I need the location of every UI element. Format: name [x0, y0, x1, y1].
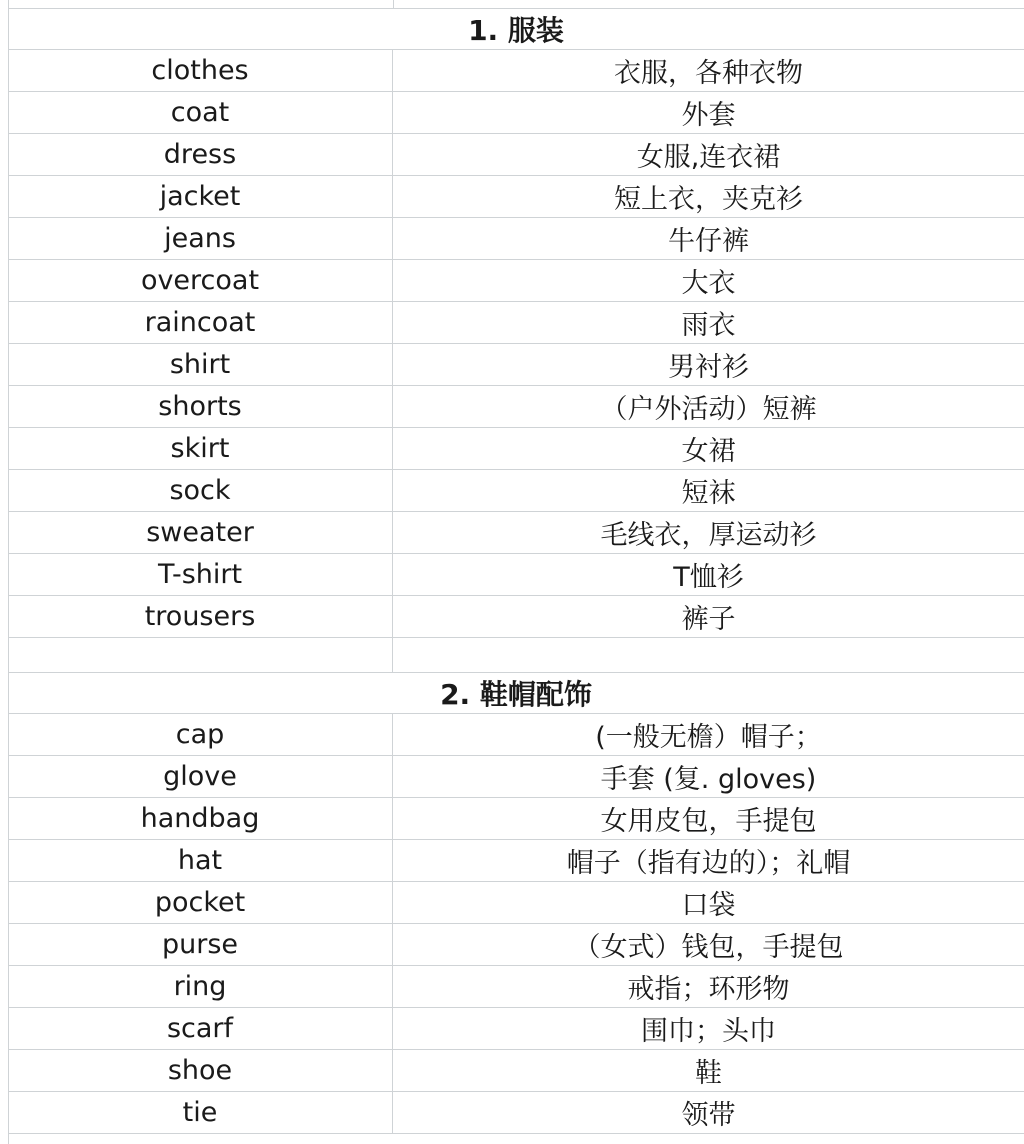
table-row[interactable]: [8, 596, 1024, 638]
table-row[interactable]: [8, 1008, 1024, 1050]
table-row[interactable]: [8, 554, 1024, 596]
english-word[interactable]: sock: [8, 470, 393, 511]
chinese-meaning[interactable]: （女式）钱包，手提包: [573, 932, 844, 963]
chinese-meaning[interactable]: 鞋: [695, 1058, 722, 1089]
chinese-meaning[interactable]: 短上衣，夹克衫: [614, 184, 803, 215]
empty-cell[interactable]: [8, 638, 393, 672]
chinese-meaning[interactable]: 领带: [681, 1100, 736, 1131]
chinese-meaning[interactable]: 衣服，各种衣物: [614, 58, 803, 89]
english-word[interactable]: shorts: [8, 386, 393, 427]
column-divider: [393, 0, 394, 8]
chinese-meaning[interactable]: 外套: [681, 100, 736, 131]
english-word[interactable]: jacket: [8, 176, 393, 217]
english-word[interactable]: jeans: [8, 218, 393, 259]
chinese-meaning[interactable]: 毛线衣，厚运动衫: [600, 520, 817, 551]
chinese-meaning[interactable]: 手套 (复. gloves): [600, 764, 817, 795]
top-row-strip: [8, 0, 1024, 9]
chinese-meaning[interactable]: 大衣: [681, 268, 736, 299]
english-word[interactable]: glove: [8, 756, 393, 797]
chinese-meaning[interactable]: 雨衣: [681, 310, 736, 341]
english-word[interactable]: trousers: [8, 596, 393, 637]
table-row[interactable]: [8, 50, 1024, 92]
chinese-meaning[interactable]: 帽子（指有边的）；礼帽: [566, 848, 851, 879]
english-word[interactable]: shoe: [8, 1050, 393, 1091]
chinese-meaning[interactable]: 口袋: [681, 890, 736, 921]
chinese-meaning[interactable]: 围巾；头巾: [641, 1016, 776, 1047]
section-title[interactable]: 2. 鞋帽配饰: [8, 673, 1024, 714]
empty-cell[interactable]: [393, 638, 1024, 672]
table-row[interactable]: [8, 470, 1024, 512]
chinese-meaning[interactable]: 裤子: [681, 604, 736, 635]
table-row[interactable]: [8, 344, 1024, 386]
chinese-meaning[interactable]: 女服,连衣裙: [636, 142, 781, 173]
chinese-meaning[interactable]: 男衬衫: [668, 352, 749, 383]
table-row[interactable]: [8, 302, 1024, 344]
table-row[interactable]: [8, 260, 1024, 302]
vocabulary-table: [8, 9, 1024, 1134]
table-row[interactable]: [8, 714, 1024, 756]
table-row[interactable]: [8, 386, 1024, 428]
chinese-meaning[interactable]: T恤衫: [673, 562, 744, 593]
table-row[interactable]: [8, 134, 1024, 176]
table-row[interactable]: [8, 966, 1024, 1008]
table-row[interactable]: [8, 882, 1024, 924]
english-word[interactable]: dress: [8, 134, 393, 175]
english-word[interactable]: overcoat: [8, 260, 393, 301]
table-row[interactable]: [8, 756, 1024, 798]
english-word[interactable]: cap: [8, 714, 393, 755]
chinese-meaning[interactable]: 短袜: [681, 478, 736, 509]
table-row[interactable]: [8, 798, 1024, 840]
table-row[interactable]: [8, 924, 1024, 966]
english-word[interactable]: shirt: [8, 344, 393, 385]
english-word[interactable]: handbag: [8, 798, 393, 839]
chinese-meaning[interactable]: 女用皮包，手提包: [600, 806, 817, 837]
chinese-meaning[interactable]: (一般无檐）帽子；: [595, 722, 822, 753]
english-word[interactable]: sweater: [8, 512, 393, 553]
english-word[interactable]: ring: [8, 966, 393, 1007]
english-word[interactable]: purse: [8, 924, 393, 965]
chinese-meaning[interactable]: 牛仔裤: [668, 226, 749, 257]
english-word[interactable]: coat: [8, 92, 393, 133]
english-word[interactable]: skirt: [8, 428, 393, 469]
table-row[interactable]: [8, 512, 1024, 554]
table-row[interactable]: [8, 840, 1024, 882]
empty-row[interactable]: [8, 638, 1024, 673]
table-row[interactable]: [8, 218, 1024, 260]
english-word[interactable]: raincoat: [8, 302, 393, 343]
english-word[interactable]: clothes: [8, 50, 393, 91]
table-row[interactable]: [8, 428, 1024, 470]
english-word[interactable]: tie: [8, 1092, 393, 1133]
english-word[interactable]: pocket: [8, 882, 393, 923]
chinese-meaning[interactable]: 女裙: [681, 436, 736, 467]
section-title[interactable]: 1. 服装: [8, 9, 1024, 50]
chinese-meaning[interactable]: 戒指；环形物: [627, 974, 790, 1005]
table-row[interactable]: [8, 1050, 1024, 1092]
table-row[interactable]: [8, 1092, 1024, 1134]
table-row[interactable]: [8, 176, 1024, 218]
chinese-meaning[interactable]: （户外活动）短裤: [600, 394, 817, 425]
english-word[interactable]: hat: [8, 840, 393, 881]
english-word[interactable]: scarf: [8, 1008, 393, 1049]
table-row[interactable]: [8, 92, 1024, 134]
english-word[interactable]: T-shirt: [8, 554, 393, 595]
